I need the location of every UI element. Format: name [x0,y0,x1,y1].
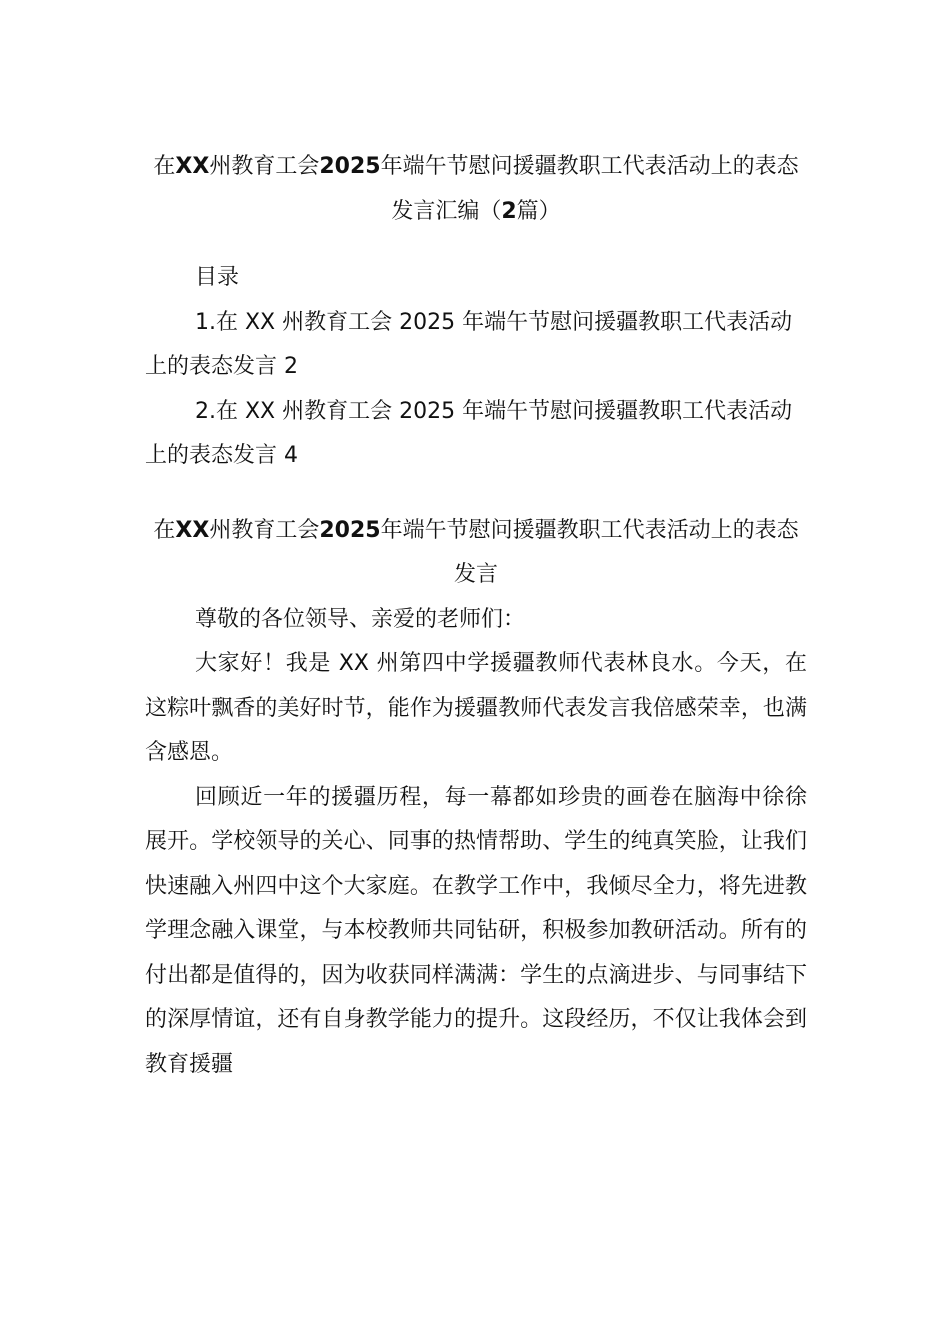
body-paragraph-2: 回顾近一年的援疆历程，每一幕都如珍贵的画卷在脑海中徐徐展开。学校领导的关心、同事的热情帮助、学生的纯真笑脸，让我们快速融入州四中这个大家庭。在教学工作中，我倾尽全力，将先进教学理念融入课堂，与本校教师共同钻研，积极参加教研活动。所有的付出都是值得的，因为收获同样满满：学生的点滴进步、与同事结下的深厚情谊，还有自身教学能力的提升。这段经历，不仅让我体会到教育援疆 [145,784,807,1077]
document-content [145,145,807,1087]
table-of-contents [145,256,807,479]
section-title: 在XX州教育工会2025年端午节慰问援疆教职工代表活动上的表态发言 [153,517,799,587]
salutation: 尊敬的各位领导、亲爱的老师们： [195,606,526,632]
toc-item-1[interactable]: 1.在 XX 州教育工会 2025 年端午节慰问援疆教职工代表活动上的表态发言 2 [145,309,793,379]
speech-body [145,598,807,1088]
toc-heading: 目录 [195,265,240,290]
document-title: 在XX州教育工会2025年端午节慰问援疆教职工代表活动上的表态发言汇编（2篇） [153,154,799,224]
body-paragraph-1: 大家好！我是 XX 州第四中学援疆教师代表林良水。今天，在这粽叶飘香的美好时节，能作为援疆教师代表发言我倍感荣幸，也满含感恩。 [145,651,807,765]
toc-item-2[interactable]: 2.在 XX 州教育工会 2025 年端午节慰问援疆教职工代表活动上的表态发言 4 [145,398,793,468]
